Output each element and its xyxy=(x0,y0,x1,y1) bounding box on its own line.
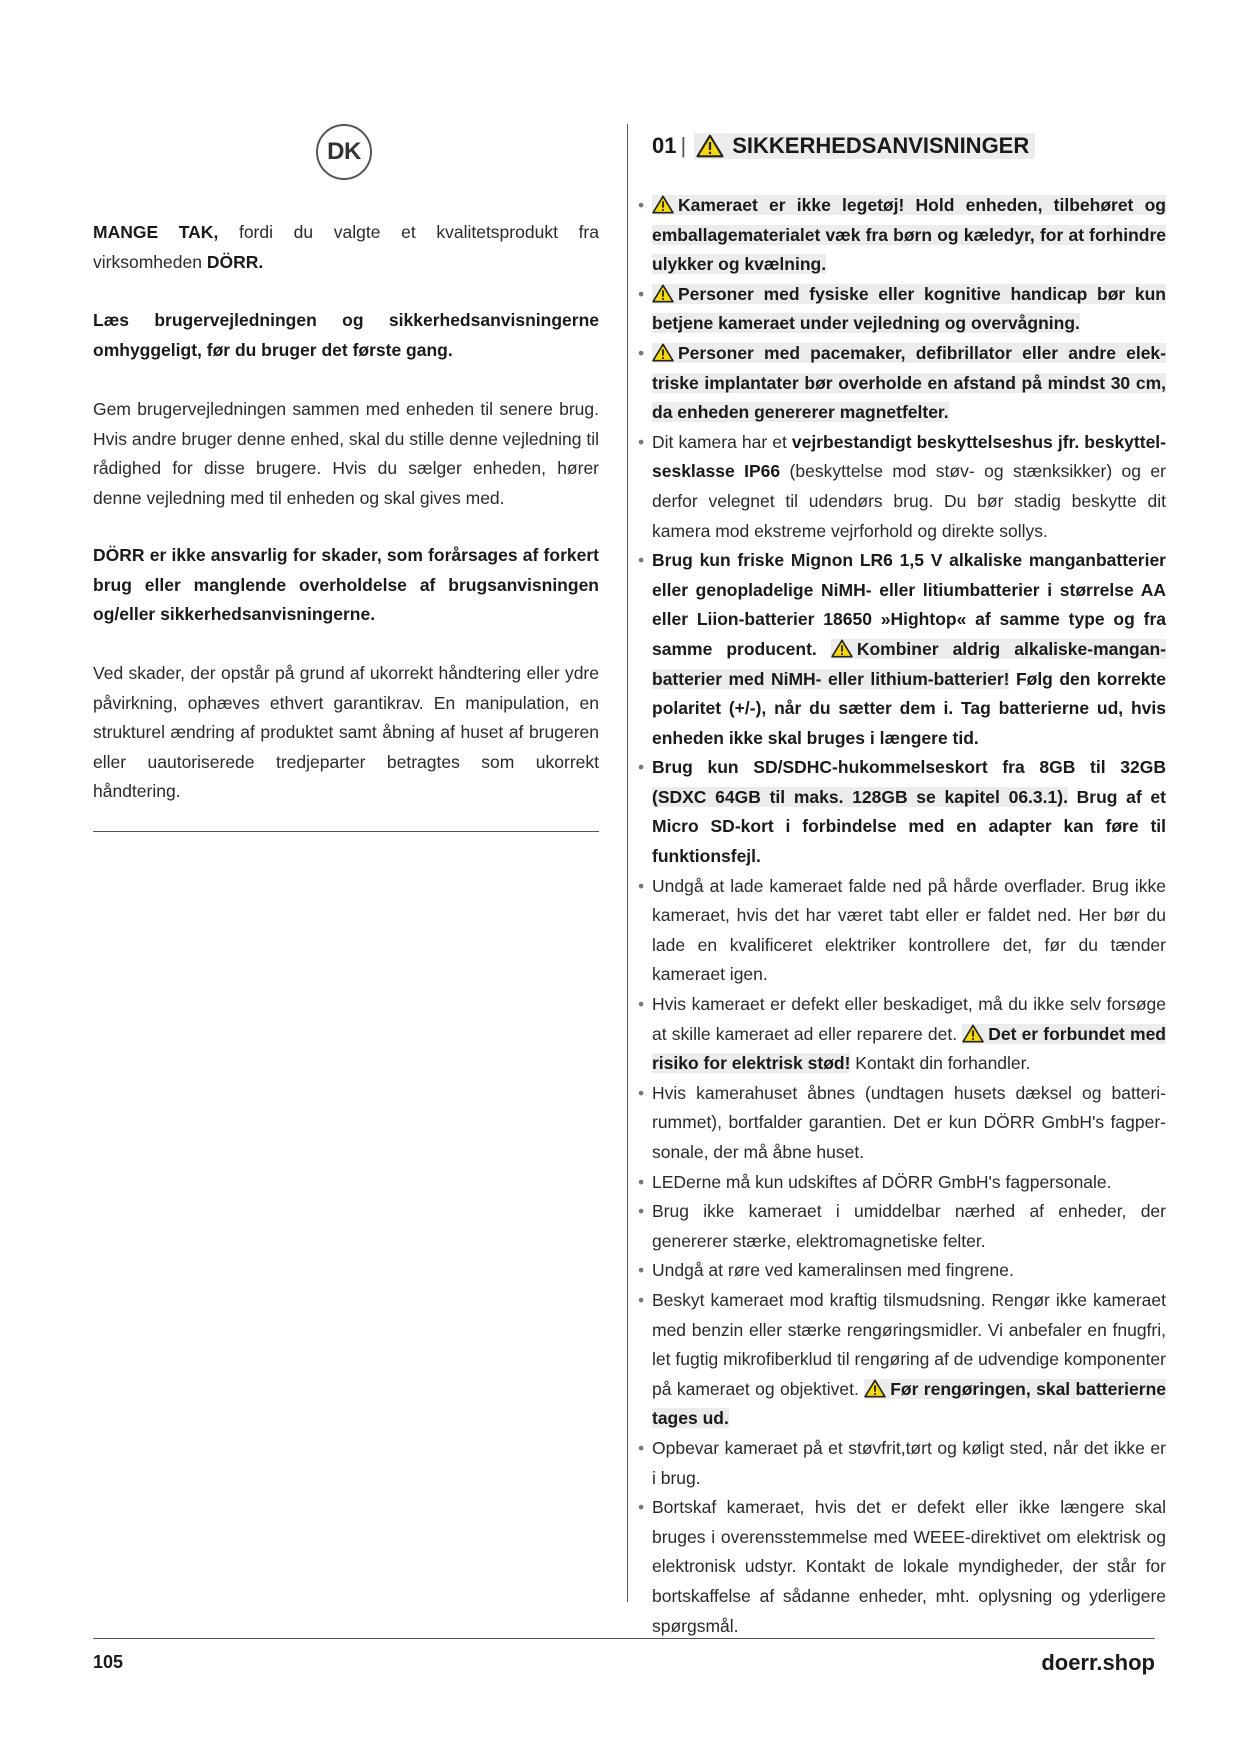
warning-triangle-icon xyxy=(652,284,674,303)
list-item: • Dit kamera har et vejrbestandigt beskyttelseshus jfr. beskyttelsesklasse IP66 (beskyttelse mod støv- og stænksikker) og er derfor velegnet til udendørs brug. Du bør stadig beskytte dit kamera mod ekstreme vejrforhold og direkte sollys. xyxy=(638,431,1166,541)
item-text: Personer med fysiske eller kognitive handicap bør kun betjene kameraet under vejledning og overvågning. xyxy=(652,283,1166,334)
warranty-paragraph: Ved skader, der opstår på grund af ukorrekt håndtering eller ydre påvirkning, ophæves ethvert garantikrav. En manipulation, en strukturel ændring af produktet samt åbning af huset af brugeren eller uautoriserede tredjeparter betragtes som ukorrekt håndtering. xyxy=(93,663,599,801)
list-item: • Brug kun SD/SDHC-hukommelseskort fra 8GB til 32GB (SDXC 64GB til maks. 128GB se kapitel 06.3.1). Brug af et Micro SD-kort i forbindelse med en adapter kan føre til funktionsfejl. xyxy=(638,757,1166,867)
item-text-bold: Brug kun friske Mignon LR6 1,5 V alkaliske manganbatterier eller genopladelige NiMH- eller litiumbatterier i størrelse AA eller Liion-batterier 18650 »Hightop« af samme type og fra samme producent. xyxy=(652,550,1166,659)
footer-divider xyxy=(93,1638,1155,1639)
left-divider xyxy=(93,831,599,832)
section-title: SIKKERHEDSANVISNINGER xyxy=(732,133,1030,158)
list-item: • Brug ikke kameraet i umiddelbar nærhed af enheder, der genererer stærke, elektromagnetiske felter. xyxy=(638,1201,1166,1251)
warning-triangle-icon xyxy=(696,134,724,158)
item-text: Hvis kameraet er defekt eller beskadiget, må du ikke selv forsøge at skille kameraet ad eller reparere det. xyxy=(652,994,1166,1044)
item-text-bold: Følg den korrekte polaritet (+/-), når du sætter dem i. Tag batterierne ud, hvis enheden ikke skal bruges i længere tid. xyxy=(652,668,1166,748)
item-text: Kontakt din forhandler. xyxy=(850,1053,1031,1074)
list-item: • LEDerne må kun udskiftes af DÖRR GmbH's fagpersonale. xyxy=(638,1171,1112,1192)
keep-manual-paragraph: Gem brugervejledningen sammen med enheden til senere brug. Hvis andre bruger denne enhed, skal du stille denne vejledning til rådighed for disse brugere. Hvis du sælger enheden, hører denne vejledning med til enheden og skal gives med. xyxy=(93,399,599,508)
list-item: • Undgå at lade kameraet falde ned på hårde overflader. Brug ikke kameraet, hvis det har været tabt eller er faldet ned. Her bør du lade en kvalificeret elektriker kontrollere det, før du tænder kameraet igen. xyxy=(638,875,1166,985)
brand-name: DÖRR. xyxy=(206,251,264,272)
section-number: 01 xyxy=(652,133,677,158)
list-item: • Beskyt kameraet mod kraftig tilsmudsning. Rengør ikke kameraet med benzin eller stærke rengøringsmidler. Vi anbefaler en fnugfri, let fugtig mikrofiberklud til rengøring af de udvendige komponenter på kameraet og objektivet. Før rengøringen, skal batterierne tages ud. xyxy=(638,1289,1166,1429)
item-text: Opbevar kameraet på et støvfrit,tørt og køligt sted, når det ikke er i brug. xyxy=(652,1437,1166,1488)
item-text-bold: Brug af et Micro SD-kort i forbindelse med en adapter kan føre til funktionsfejl. xyxy=(652,786,1166,867)
warning-triangle-icon xyxy=(652,195,674,214)
warning-triangle-icon xyxy=(864,1379,886,1398)
list-item: • Personer med pacemaker, defibrillator eller andre elektriske implantater bør overholde en afstand på mindst 30 cm, da enheden genererer magnetfelter. xyxy=(638,342,1166,423)
item-text-highlight: Det er forbundet med risiko for elektrisk stød! xyxy=(652,1023,1166,1074)
list-item: • Hvis kamerahuset åbnes (undtagen husets dæksel og batterirummet), bortfalder garantien. Det er kun DÖRR GmbH's fagpersonale, der må åbne huset. xyxy=(638,1082,1166,1162)
item-text: Brug ikke kameraet i umiddelbar nærhed af enheder, der genererer stærke, elektromagnetiske felter. xyxy=(652,1201,1166,1251)
item-text: Personer med pacemaker, defibrillator eller andre elektriske implantater bør overholde en afstand på mindst 30 cm, da enheden genererer magnetfelter. xyxy=(652,342,1166,423)
site-link[interactable]: doerr.shop xyxy=(1041,1650,1155,1675)
list-item: • Bortskaf kameraet, hvis det er defekt eller ikke længere skal bruges i overensstemmelse med WEEE-direktivet om elektrisk og elektronisk udstyr. Kontakt de lokale myndigheder, der står for bortskaffelse af sådanne enheder, mht. oplysning og yderligere spørgsmål. xyxy=(638,1497,1166,1636)
item-text-bold: vejrbestandigt beskyttelseshus jfr. beskyttelsesklasse IP66 xyxy=(652,431,1166,482)
item-text: Kameraet er ikke legetøj! Hold enheden, tilbehøret og emballagematerialet væk fra børn og kæledyr, for at forhindre ulykker og kvælning. xyxy=(652,195,1166,275)
list-item: • Kameraet er ikke legetøj! Hold enheden, tilbehøret og emballagematerialet væk fra børn og kæledyr, for at forhindre ulykker og kvælning. xyxy=(638,195,1166,275)
thanks-text: fordi du valgte et kvalitetsprodukt fra virksomheden xyxy=(93,222,599,272)
item-text: Hvis kamerahuset åbnes (undtagen husets dæksel og batterirummet), bortfalder garantien. Det er kun DÖRR GmbH's fagpersonale, der må åbne huset. xyxy=(652,1082,1166,1162)
list-item: • Brug kun friske Mignon LR6 1,5 V alkaliske manganbatterier eller genopladelige NiMH- eller litiumbatterier i størrelse AA eller Liion-batterier 18650 »Hightop« af samme type og fra samme producent. Kombiner aldrig alkaliske-mangan-batterier med NiMH- eller lithium-batterier! Følg den korrekte polaritet (+/-), når du sætter dem i. Tag batterierne ud, hvis enheden ikke skal bruges i længere tid. xyxy=(638,550,1166,748)
section-heading xyxy=(652,130,1035,162)
item-text-bold: Brug kun SD/SDHC-hukommelseskort fra 8GB til 32GB xyxy=(652,757,1166,778)
item-text: Dit kamera har et xyxy=(652,431,792,452)
item-text: Beskyt kameraet mod kraftig tilsmudsning. Rengør ikke kameraet med benzin eller stærke rengøringsmidler. Vi anbefaler en fnugfri, let fugtig mikrofiberklud til rengøring af de udvendige komponenter på kameraet og objektivet. xyxy=(652,1289,1166,1399)
section-title-wrap xyxy=(694,133,1035,159)
item-text: LEDerne må kun udskiftes af DÖRR GmbH's fagpersonale. xyxy=(652,1171,1112,1192)
warning-triangle-icon xyxy=(962,1024,984,1043)
read-instructions-paragraph: Læs brugervejledningen og sikkerhedsanvisningerne omhyggeligt, før du bruger det første gang. xyxy=(93,310,599,360)
language-badge: DK xyxy=(316,124,372,180)
liability-paragraph: DÖRR er ikke ansvarlig for skader, som forårsages af forkert brug eller manglende overholdelse af brugsanvisningen og/eller sikkerhedsanvisningerne. xyxy=(93,545,599,624)
thanks-paragraph xyxy=(93,218,599,277)
section-separator: | xyxy=(680,133,687,158)
warning-triangle-icon xyxy=(652,343,674,362)
item-text: Undgå at lade kameraet falde ned på hårde overflader. Brug ikke kameraet, hvis det har været tabt eller er faldet ned. Her bør du lade en kvalificeret elektriker kontrollere det, før du tænder kameraet igen. xyxy=(652,875,1166,985)
item-text: Undgå at røre ved kameralinsen med fingrene. xyxy=(652,1260,1014,1281)
item-text-highlight: Før rengøringen, skal batterierne tages ud. xyxy=(652,1378,1166,1429)
list-item: • Personer med fysiske eller kognitive handicap bør kun betjene kameraet under vejledning og overvågning. xyxy=(638,283,1166,334)
column-divider xyxy=(627,124,628,1602)
item-text-highlight: (SDXC 64GB til maks. 128GB se kapitel 06.3.1). xyxy=(652,786,1068,807)
item-text: Bortskaf kameraet, hvis det er defekt eller ikke længere skal bruges i overensstemmelse med WEEE-direktivet om elektrisk og elektronisk udstyr. Kontakt de lokale myndigheder, der står for bortskaffelse af sådanne enheder, mht. oplysning og yderligere spørgsmål. xyxy=(652,1497,1166,1636)
thanks-bold: MANGE TAK, xyxy=(93,222,219,242)
list-item: • Opbevar kameraet på et støvfrit,tørt og køligt sted, når det ikke er i brug. xyxy=(638,1437,1166,1488)
page-number: 105 xyxy=(93,1652,124,1672)
item-text: (beskyttelse mod støv- og stænksikker) og er derfor velegnet til udendørs brug. Du bør stadig beskytte dit kamera mod ekstreme vejrforhold og direkte sollys. xyxy=(652,461,1166,541)
item-text-highlight: Kombiner aldrig alkaliske-mangan-batterier med NiMH- eller lithium-batterier! xyxy=(652,638,1166,689)
safety-list xyxy=(638,191,1166,1641)
list-item: • Hvis kameraet er defekt eller beskadiget, må du ikke selv forsøge at skille kameraet ad eller reparere det. Det er forbundet med risiko for elektrisk stød! Kontakt din forhandler. xyxy=(638,994,1166,1074)
warning-triangle-icon xyxy=(831,639,853,658)
list-item: • Undgå at røre ved kameralinsen med fingrene. xyxy=(638,1260,1014,1281)
